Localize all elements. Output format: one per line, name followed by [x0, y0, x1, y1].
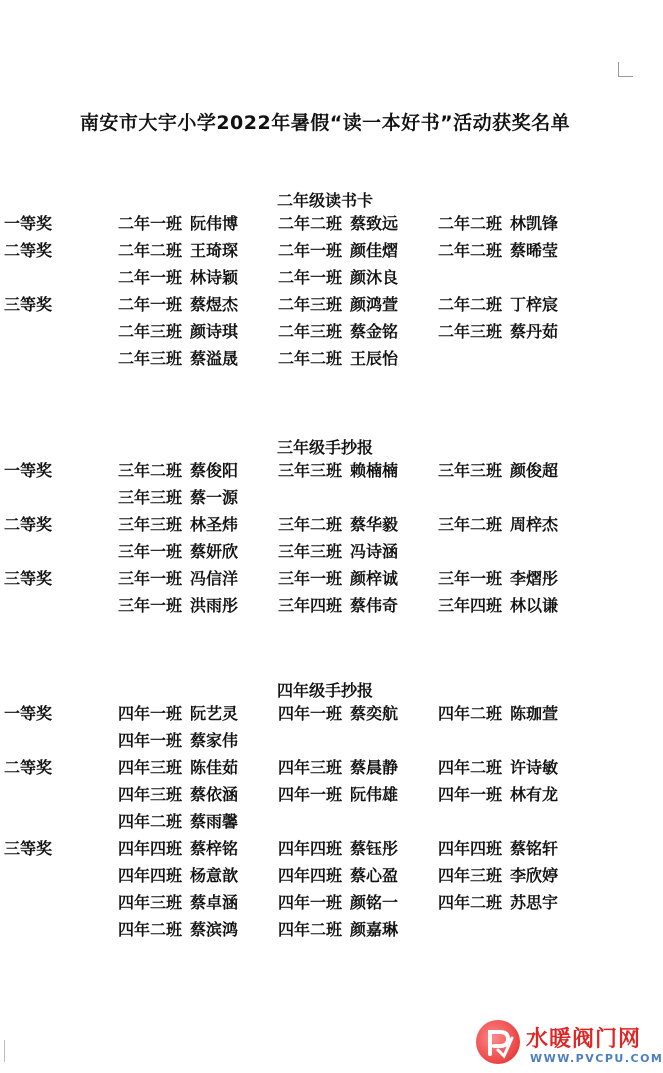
- student-name: 蔡煜杰: [190, 295, 239, 314]
- student-name: 颜鸿萱: [350, 295, 399, 314]
- winner-entry: [438, 513, 558, 537]
- student-name: 阮艺灵: [190, 704, 239, 723]
- winner-entry: [118, 864, 238, 888]
- class-name: 二年二班: [278, 214, 343, 233]
- award-row: [40, 729, 640, 753]
- winner-entry: [278, 864, 398, 888]
- student-name: 蔡俊阳: [190, 461, 239, 480]
- winner-entry: [118, 594, 238, 618]
- class-name: 三年一班: [438, 569, 503, 588]
- class-name: 四年三班: [278, 758, 343, 777]
- student-name: 蔡一源: [190, 488, 239, 507]
- class-name: 三年一班: [118, 542, 183, 561]
- winner-entry: [118, 239, 238, 263]
- winner-entry: [118, 486, 238, 510]
- student-name: 蔡家伟: [190, 731, 239, 750]
- award-row: [4, 567, 640, 591]
- class-name: 二年三班: [278, 322, 343, 341]
- winner-entry: [278, 320, 398, 344]
- winner-entry: [118, 266, 238, 290]
- class-name: 四年二班: [438, 758, 503, 777]
- student-name: 颜佳熠: [350, 241, 399, 260]
- student-name: 陈珈萱: [510, 704, 559, 723]
- award-level: 一等奖: [4, 461, 53, 480]
- winner-entry: [118, 756, 238, 780]
- winner-entry: [118, 891, 238, 915]
- class-name: 四年四班: [118, 839, 183, 858]
- student-name: 蔡华毅: [350, 515, 399, 534]
- winner-entry: [438, 783, 558, 807]
- student-name: 苏思宇: [510, 893, 559, 912]
- student-name: 阮伟雄: [350, 785, 399, 804]
- student-name: 王辰怡: [350, 349, 399, 368]
- section-heading: 四年级手抄报: [276, 681, 373, 700]
- award-row: [40, 783, 640, 807]
- winner-entry: [438, 594, 558, 618]
- class-name: 四年三班: [118, 785, 183, 804]
- class-name: 三年二班: [278, 515, 343, 534]
- student-name: 阮伟博: [190, 214, 239, 233]
- class-name: 三年一班: [118, 596, 183, 615]
- winner-entry: [438, 891, 558, 915]
- winner-entry: [118, 320, 238, 344]
- student-name: 蔡雨馨: [190, 812, 239, 831]
- award-row: [4, 459, 640, 483]
- class-name: 二年三班: [438, 322, 503, 341]
- student-name: 蔡依涵: [190, 785, 239, 804]
- winner-entry: [278, 567, 398, 591]
- award-row: [40, 918, 640, 942]
- winner-entry: [278, 212, 398, 236]
- class-name: 二年一班: [118, 214, 183, 233]
- winner-entry: [118, 918, 238, 942]
- student-name: 蔡晨静: [350, 758, 399, 777]
- student-name: 颜梓诚: [350, 569, 399, 588]
- winner-entry: [118, 567, 238, 591]
- award-row: [4, 756, 640, 780]
- winner-entry: [278, 837, 398, 861]
- winner-entry: [278, 293, 398, 317]
- student-name: 林诗颖: [190, 268, 239, 287]
- winner-entry: [278, 513, 398, 537]
- class-name: 四年二班: [438, 893, 503, 912]
- class-name: 二年二班: [438, 295, 503, 314]
- watermark: [470, 1014, 663, 1073]
- winner-entry: [118, 729, 238, 753]
- winner-entry: [438, 837, 558, 861]
- award-row: [4, 837, 640, 861]
- class-name: 二年三班: [118, 322, 183, 341]
- student-name: 许诗敏: [510, 758, 559, 777]
- award-row: [40, 891, 640, 915]
- award-row: [4, 702, 640, 726]
- student-name: 李欣婷: [510, 866, 559, 885]
- document-title: 南安市大宇小学2022年暑假“读一本好书”活动获奖名单: [79, 112, 571, 134]
- winner-entry: [118, 459, 238, 483]
- class-name: 四年四班: [278, 839, 343, 858]
- award-row: [40, 594, 640, 618]
- student-name: 蔡伟奇: [350, 596, 399, 615]
- student-name: 冯诗涵: [350, 542, 399, 561]
- winner-entry: [118, 702, 238, 726]
- award-level: 三等奖: [4, 839, 53, 858]
- student-name: 颜嘉琳: [350, 920, 399, 939]
- winner-entry: [438, 459, 558, 483]
- class-name: 三年一班: [278, 569, 343, 588]
- winner-entry: [278, 594, 398, 618]
- award-row: [4, 513, 640, 537]
- class-name: 三年二班: [438, 515, 503, 534]
- class-name: 三年一班: [118, 569, 183, 588]
- student-name: 蔡奕航: [350, 704, 399, 723]
- class-name: 四年二班: [438, 704, 503, 723]
- winner-entry: [118, 212, 238, 236]
- student-name: 林以谦: [510, 596, 559, 615]
- student-name: 蔡钰彤: [350, 839, 399, 858]
- student-name: 陈佳茹: [190, 758, 239, 777]
- winner-entry: [438, 212, 558, 236]
- student-name: 李熠彤: [510, 569, 559, 588]
- student-name: 蔡卓涵: [190, 893, 239, 912]
- winner-entry: [278, 347, 398, 371]
- class-name: 二年三班: [118, 349, 183, 368]
- winner-entry: [438, 864, 558, 888]
- award-row: [40, 864, 640, 888]
- student-name: 洪雨彤: [190, 596, 239, 615]
- class-name: 三年三班: [118, 515, 183, 534]
- class-name: 三年三班: [438, 461, 503, 480]
- award-level: 一等奖: [4, 704, 53, 723]
- class-name: 四年三班: [118, 758, 183, 777]
- winner-entry: [438, 756, 558, 780]
- class-name: 四年四班: [438, 839, 503, 858]
- class-name: 三年四班: [438, 596, 503, 615]
- class-name: 四年三班: [438, 866, 503, 885]
- class-name: 四年二班: [278, 920, 343, 939]
- class-name: 二年一班: [278, 268, 343, 287]
- winner-entry: [438, 293, 558, 317]
- winner-entry: [118, 810, 238, 834]
- student-name: 蔡致远: [350, 214, 399, 233]
- class-name: 四年一班: [278, 785, 343, 804]
- winner-entry: [118, 783, 238, 807]
- student-name: 蔡梓铭: [190, 839, 239, 858]
- winner-entry: [278, 540, 398, 564]
- page-corner-mark: [618, 62, 633, 77]
- award-row: [40, 540, 640, 564]
- student-name: 蔡滨鸿: [190, 920, 239, 939]
- award-level: 二等奖: [4, 515, 53, 534]
- class-name: 四年二班: [118, 812, 183, 831]
- student-name: 蔡铭轩: [510, 839, 559, 858]
- class-name: 三年三班: [278, 542, 343, 561]
- award-row: [40, 266, 640, 290]
- section-heading: 三年级手抄报: [276, 438, 373, 457]
- award-level: 三等奖: [4, 295, 53, 314]
- student-name: 赖楠楠: [350, 461, 399, 480]
- page-edge-mark: [4, 1040, 5, 1062]
- award-level: 三等奖: [4, 569, 53, 588]
- class-name: 四年四班: [118, 866, 183, 885]
- class-name: 二年一班: [278, 241, 343, 260]
- class-name: 三年三班: [278, 461, 343, 480]
- award-level: 二等奖: [4, 758, 53, 777]
- award-row: [4, 212, 640, 236]
- class-name: 二年一班: [118, 295, 183, 314]
- winner-entry: [118, 293, 238, 317]
- winner-entry: [278, 266, 398, 290]
- class-name: 四年一班: [278, 893, 343, 912]
- watermark-url: WWW.PVCPU.COM: [530, 1052, 663, 1065]
- class-name: 三年三班: [118, 488, 183, 507]
- class-name: 二年三班: [278, 295, 343, 314]
- winner-entry: [438, 702, 558, 726]
- class-name: 二年一班: [118, 268, 183, 287]
- class-name: 三年二班: [118, 461, 183, 480]
- winner-entry: [438, 567, 558, 591]
- watermark-name: 水暖阀门网: [526, 1027, 642, 1052]
- winner-entry: [118, 513, 238, 537]
- class-name: 二年二班: [438, 214, 503, 233]
- student-name: 林凯锋: [510, 214, 559, 233]
- student-name: 冯信洋: [190, 569, 239, 588]
- class-name: 二年二班: [118, 241, 183, 260]
- winner-entry: [438, 320, 558, 344]
- student-name: 林有龙: [510, 785, 559, 804]
- student-name: 蔡晞莹: [510, 241, 559, 260]
- award-row: [40, 347, 640, 371]
- class-name: 四年一班: [118, 731, 183, 750]
- student-name: 林圣炜: [190, 515, 239, 534]
- student-name: 颜铭一: [350, 893, 399, 912]
- winner-entry: [118, 837, 238, 861]
- award-row: [40, 486, 640, 510]
- section-heading: 二年级读书卡: [276, 191, 373, 210]
- class-name: 二年二班: [438, 241, 503, 260]
- class-name: 三年四班: [278, 596, 343, 615]
- award-level: 二等奖: [4, 241, 53, 260]
- winner-entry: [118, 347, 238, 371]
- student-name: 丁梓宸: [510, 295, 559, 314]
- award-row: [4, 239, 640, 263]
- winner-entry: [278, 239, 398, 263]
- student-name: 蔡丹茹: [510, 322, 559, 341]
- student-name: 颜诗琪: [190, 322, 239, 341]
- student-name: 周梓杰: [510, 515, 559, 534]
- class-name: 四年一班: [438, 785, 503, 804]
- student-name: 蔡妍欣: [190, 542, 239, 561]
- class-name: 四年三班: [118, 893, 183, 912]
- class-name: 四年二班: [118, 920, 183, 939]
- award-row: [40, 810, 640, 834]
- class-name: 四年四班: [278, 866, 343, 885]
- winner-entry: [278, 702, 398, 726]
- student-name: 蔡溢晟: [190, 349, 239, 368]
- student-name: 蔡金铭: [350, 322, 399, 341]
- class-name: 四年一班: [118, 704, 183, 723]
- winner-entry: [438, 239, 558, 263]
- student-name: 颜俊超: [510, 461, 559, 480]
- student-name: 杨意歆: [190, 866, 239, 885]
- student-name: 颜沐良: [350, 268, 399, 287]
- winner-entry: [118, 540, 238, 564]
- watermark-logo-icon: [476, 1020, 520, 1064]
- class-name: 二年二班: [278, 349, 343, 368]
- student-name: 蔡心盈: [350, 866, 399, 885]
- award-row: [4, 293, 640, 317]
- winner-entry: [278, 891, 398, 915]
- winner-entry: [278, 918, 398, 942]
- class-name: 四年一班: [278, 704, 343, 723]
- student-name: 王琦琛: [190, 241, 239, 260]
- award-row: [40, 320, 640, 344]
- winner-entry: [278, 783, 398, 807]
- winner-entry: [278, 756, 398, 780]
- award-level: 一等奖: [4, 214, 53, 233]
- winner-entry: [278, 459, 398, 483]
